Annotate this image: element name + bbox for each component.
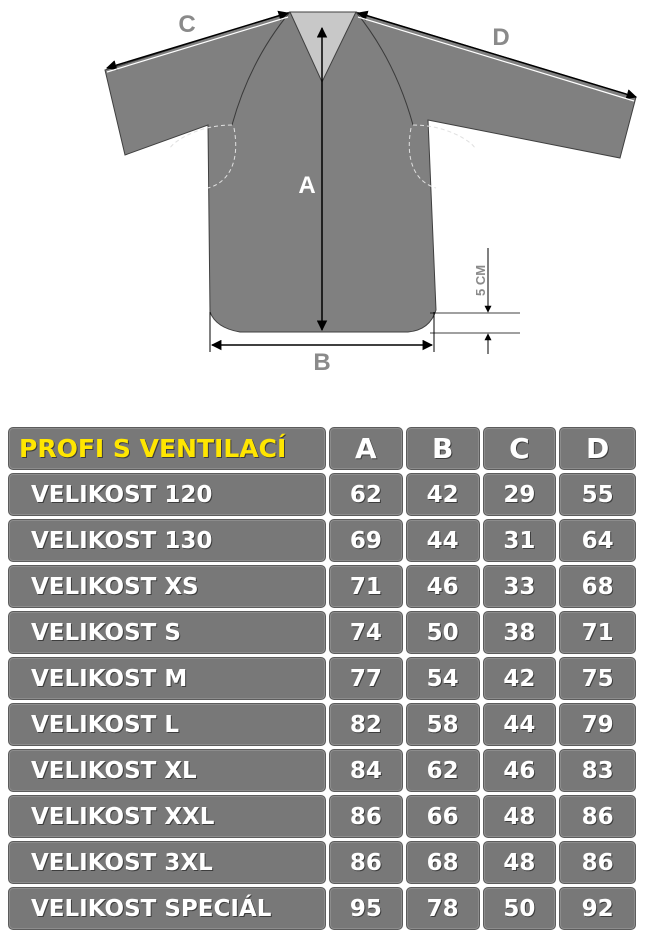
table-row <box>8 565 636 608</box>
measurement-c: 48 <box>483 795 557 838</box>
measurement-b: 44 <box>406 519 480 562</box>
jersey-size-diagram <box>0 0 649 380</box>
measurement-d: 55 <box>559 473 636 516</box>
size-label: VELIKOST XL <box>8 749 326 792</box>
measurement-a: 69 <box>329 519 403 562</box>
measurement-d: 83 <box>559 749 636 792</box>
table-row <box>8 657 636 700</box>
measurement-c: 38 <box>483 611 557 654</box>
table-row <box>8 473 636 516</box>
column-header-b: B <box>406 427 480 470</box>
measurement-b: 54 <box>406 657 480 700</box>
measurement-d: 75 <box>559 657 636 700</box>
measurement-b: 78 <box>406 887 480 930</box>
measurement-b: 50 <box>406 611 480 654</box>
measurement-b: 42 <box>406 473 480 516</box>
table-row <box>8 519 636 562</box>
measurement-b: 58 <box>406 703 480 746</box>
size-label: VELIKOST XS <box>8 565 326 608</box>
measurement-c: 33 <box>483 565 557 608</box>
measurement-a: 86 <box>329 795 403 838</box>
jersey-silhouette <box>105 12 636 332</box>
measurement-a: 95 <box>329 887 403 930</box>
measurement-a: 77 <box>329 657 403 700</box>
measure-a-label: A <box>298 172 316 199</box>
measurement-b: 62 <box>406 749 480 792</box>
size-label: VELIKOST S <box>8 611 326 654</box>
measurement-a: 84 <box>329 749 403 792</box>
measurement-b: 68 <box>406 841 480 884</box>
measurement-d: 68 <box>559 565 636 608</box>
table-row <box>8 749 636 792</box>
measurement-b: 46 <box>406 565 480 608</box>
measure-c-label: C <box>178 11 196 38</box>
measurement-d: 86 <box>559 841 636 884</box>
size-label: VELIKOST 120 <box>8 473 326 516</box>
column-header-d: D <box>559 427 636 470</box>
measurement-a: 62 <box>329 473 403 516</box>
measurement-d: 71 <box>559 611 636 654</box>
measurement-d: 64 <box>559 519 636 562</box>
size-label: VELIKOST 3XL <box>8 841 326 884</box>
measurement-c: 46 <box>483 749 557 792</box>
column-header-a: A <box>329 427 403 470</box>
column-header-c: C <box>483 427 557 470</box>
table-title: PROFI S VENTILACÍ <box>8 427 326 470</box>
measurement-a: 82 <box>329 703 403 746</box>
table-row <box>8 703 636 746</box>
table-row <box>8 795 636 838</box>
table-header-row <box>8 427 636 470</box>
table-row <box>8 887 636 930</box>
size-label: VELIKOST SPECIÁL <box>8 887 326 930</box>
hem-label: 5 CM <box>473 264 488 296</box>
measurement-c: 42 <box>483 657 557 700</box>
measure-b-label: B <box>313 349 331 376</box>
measurement-c: 31 <box>483 519 557 562</box>
measurement-c: 29 <box>483 473 557 516</box>
measurement-a: 71 <box>329 565 403 608</box>
size-label: VELIKOST 130 <box>8 519 326 562</box>
measurement-d: 86 <box>559 795 636 838</box>
measurement-d: 79 <box>559 703 636 746</box>
size-label: VELIKOST M <box>8 657 326 700</box>
measurement-b: 66 <box>406 795 480 838</box>
measurement-c: 50 <box>483 887 557 930</box>
size-label: VELIKOST XXL <box>8 795 326 838</box>
table-row <box>8 611 636 654</box>
measurement-c: 48 <box>483 841 557 884</box>
table-row <box>8 841 636 884</box>
measurement-d: 92 <box>559 887 636 930</box>
measurement-a: 86 <box>329 841 403 884</box>
measure-d-label: D <box>492 24 510 51</box>
size-label: VELIKOST L <box>8 703 326 746</box>
measurement-c: 44 <box>483 703 557 746</box>
size-table <box>8 427 636 933</box>
measurement-a: 74 <box>329 611 403 654</box>
